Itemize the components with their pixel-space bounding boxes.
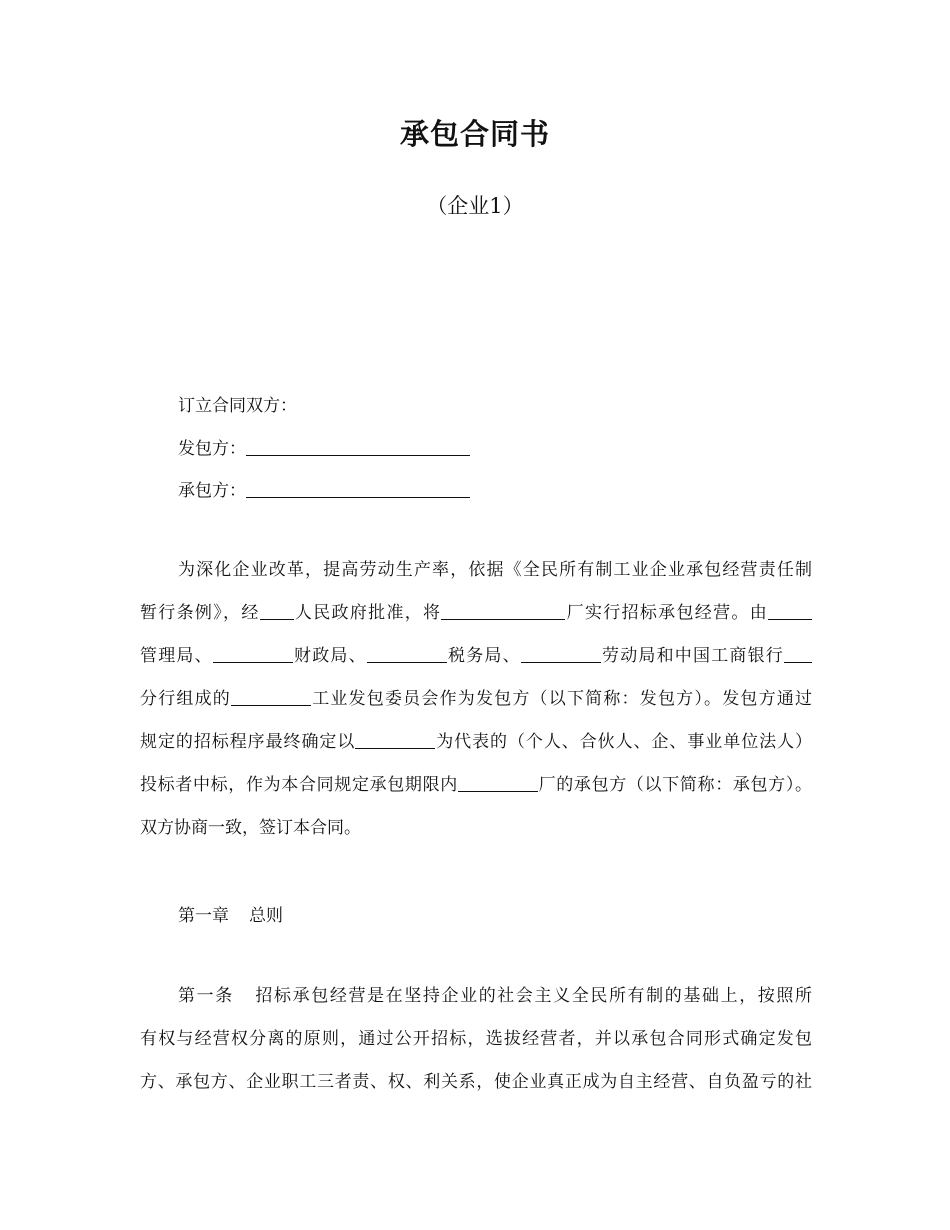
preamble-row: 管理局、 财政局、 税务局、 劳动局和中国工商银行: [140, 635, 812, 678]
document-title: 承包合同书: [399, 117, 550, 151]
article-number: 第一条: [178, 986, 234, 1006]
preamble-row: 投标者中标，作为本合同规定承包期限内 厂的承包方（以下简称：承包方）。: [140, 775, 813, 795]
blank-field[interactable]: [231, 691, 311, 706]
blank-field[interactable]: [355, 734, 435, 749]
document-subtitle: （企业1）: [426, 194, 524, 218]
preamble-row: 分行组成的 工业发包委员会作为发包方（以下简称：发包方）。发包方通过: [140, 689, 813, 709]
chapter-number: 第一章: [178, 906, 229, 926]
preamble-row: 双方协商一致，签订本合同。: [140, 818, 361, 838]
preamble-paragraph: [140, 549, 812, 850]
chapter-heading: [178, 901, 283, 926]
preamble-row: 暂行条例》，经 人民政府批准，将 厂实行招标承包经营。由: [140, 592, 812, 635]
contractor-line: [178, 476, 470, 501]
chapter-name: 总则: [249, 906, 283, 926]
preamble-row: 规定的招标程序最终确定以 为代表的（个人、合伙人、企、事业单位法人）: [140, 732, 813, 752]
article-row: 有权与经营权分离的原则，通过公开招标，选拔经营者，并以承包合同形式确定发包: [140, 1029, 812, 1049]
contractor-blank[interactable]: [246, 483, 470, 498]
article-row: 方、承包方、企业职工三者责、权、利关系，使企业真正成为自主经营、自负盈亏的社: [140, 1072, 812, 1092]
blank-field[interactable]: [521, 648, 601, 663]
parties-intro: 订立合同双方：: [178, 396, 297, 416]
employer-blank[interactable]: [246, 441, 470, 456]
blank-field[interactable]: [784, 648, 812, 663]
blank-field[interactable]: [441, 605, 565, 620]
contractor-label: 承包方：: [178, 481, 246, 501]
article-row: 第一条 招标承包经营是在坚持企业的社会主义全民所有制的基础上，按照所: [178, 986, 813, 1006]
blank-field[interactable]: [768, 605, 812, 620]
blank-field[interactable]: [213, 648, 293, 663]
blank-field[interactable]: [260, 605, 294, 620]
blank-field[interactable]: [458, 777, 538, 792]
employer-label: 发包方：: [178, 439, 246, 459]
preamble-row: 为深化企业改革，提高劳动生产率，依据《全民所有制工业企业承包经营责任制: [178, 560, 812, 580]
employer-line: [178, 434, 470, 459]
blank-field[interactable]: [367, 648, 447, 663]
article-1-paragraph: [140, 975, 812, 1104]
